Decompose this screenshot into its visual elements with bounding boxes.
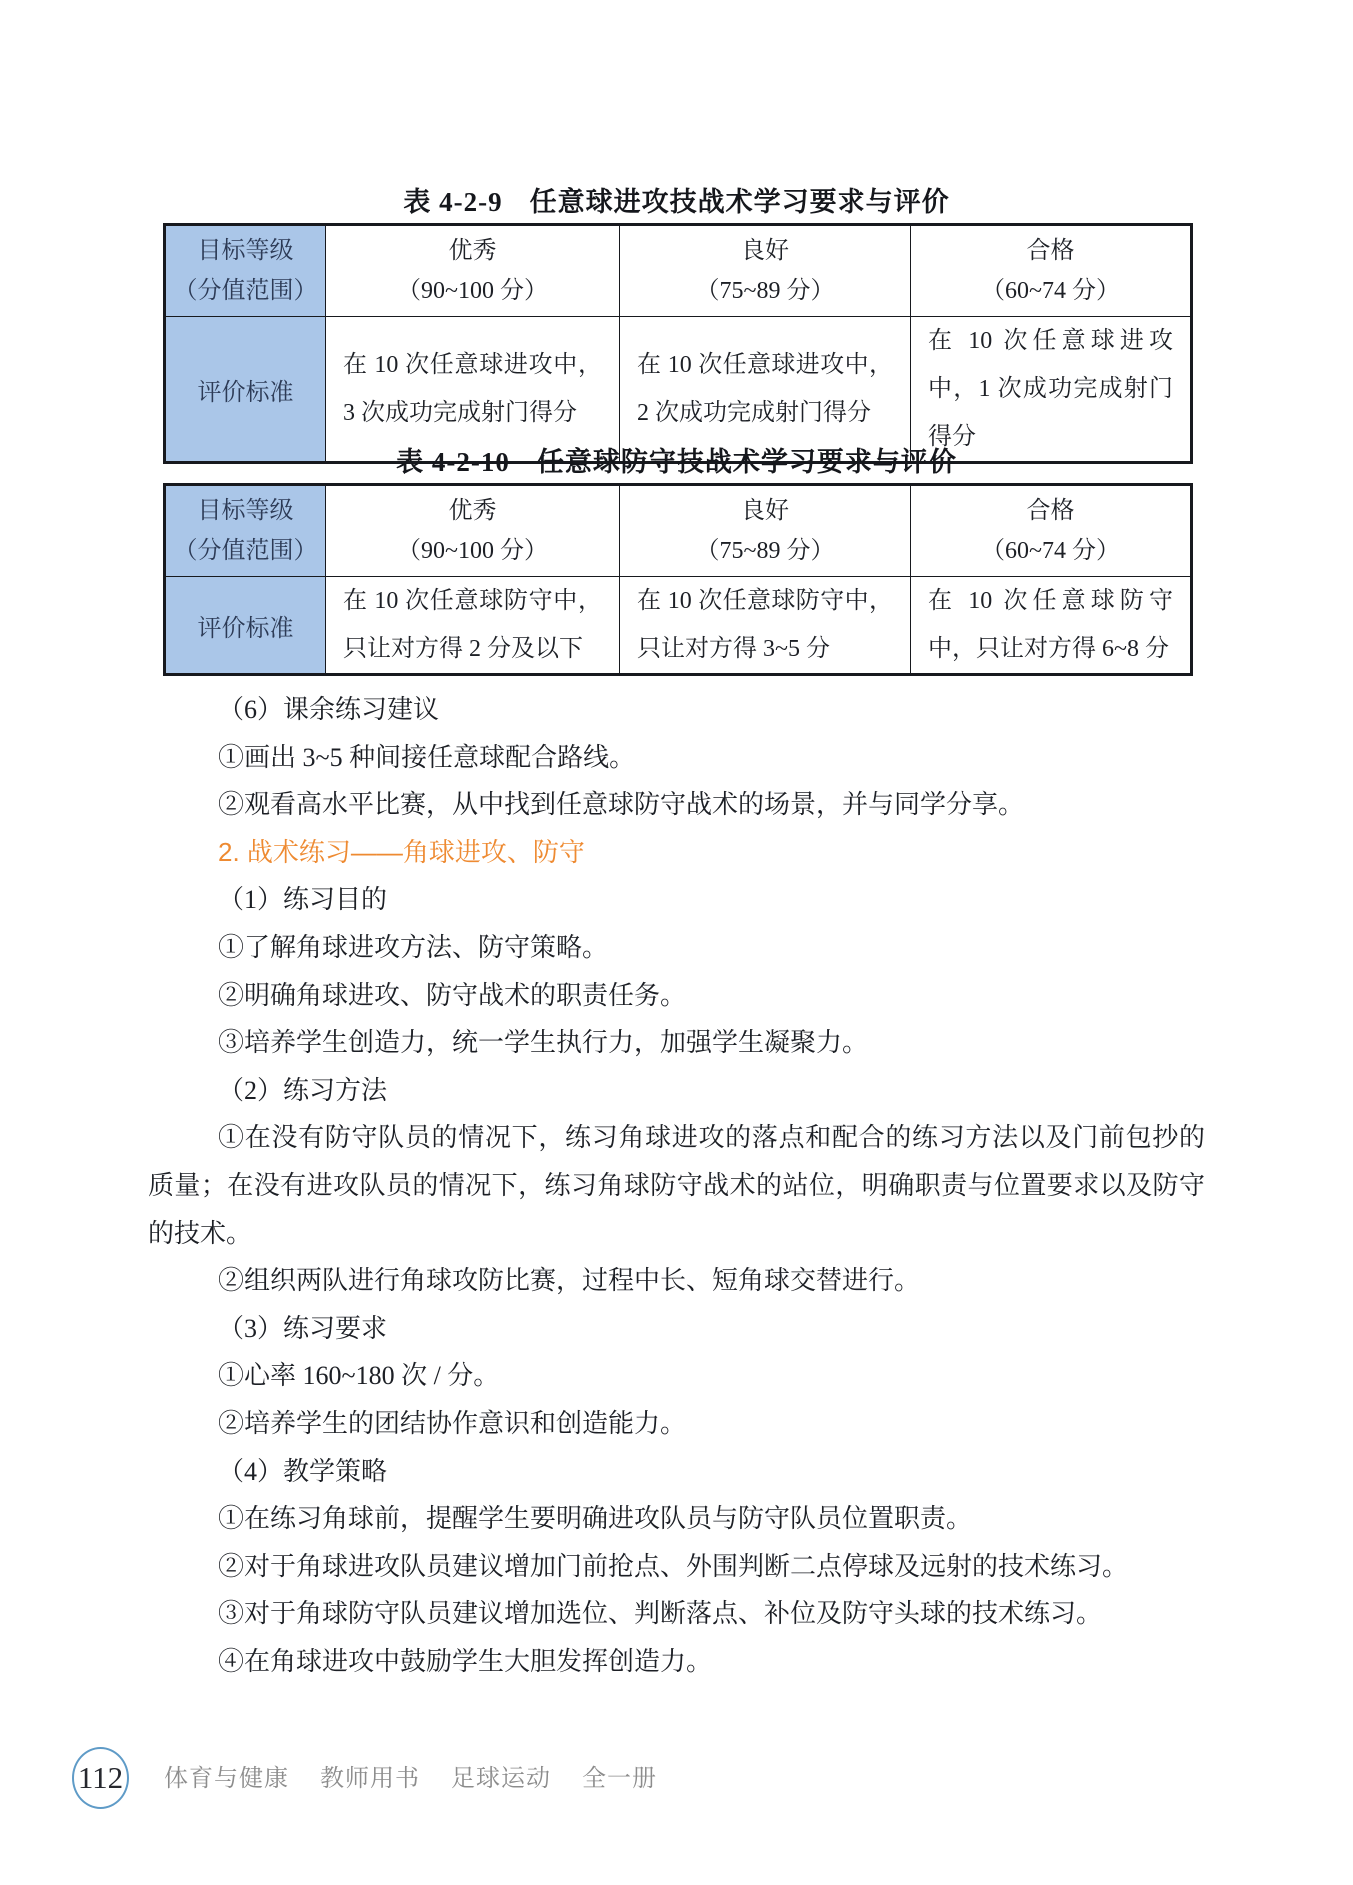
paragraph: ③培养学生创造力，统一学生执行力，加强学生凝聚力。 — [218, 1028, 869, 1058]
page-number-badge — [72, 1747, 129, 1809]
paragraph: ②组织两队进行角球攻防比赛，过程中长、短角球交替进行。 — [218, 1266, 921, 1296]
paragraph-extra-practice-heading: （6）课余练习建议 — [218, 695, 440, 724]
paragraph: ④在角球进攻中鼓励学生大胆发挥创造力。 — [218, 1646, 713, 1676]
paragraph-practice-purpose-heading: （1）练习目的 — [218, 885, 388, 915]
footer-volume: 全一册 — [582, 1765, 657, 1792]
paragraph: ②明确角球进攻、防守战术的职责任务。 — [218, 980, 687, 1010]
eval-table-free-kick-attack — [163, 223, 1193, 464]
table-caption-label: 表 4-2-9 — [403, 187, 503, 217]
level-cell-excellent — [326, 485, 620, 577]
table-caption-title: 任意球防守技战术学习要求与评价 — [536, 447, 957, 477]
paragraph: ②观看高水平比赛，从中找到任意球防守战术的场景，并与同学分享。 — [218, 790, 1025, 820]
criteria-row-label: 评价标准 — [165, 317, 326, 463]
level-cell-pass — [911, 225, 1192, 317]
paragraph: ①画出 3~5 种间接任意球配合路线。 — [218, 742, 636, 772]
table-caption-label: 表 4-2-10 — [396, 447, 510, 477]
level-name: 优秀 — [448, 238, 497, 264]
level-name: 良好 — [741, 238, 789, 264]
level-name: 合格 — [1026, 498, 1075, 524]
paragraph: ①在没有防守队员的情况下，练习角球进攻的落点和配合的练习方法以及门前包抄的质量；在没有进攻队员的情况下，练习角球防守战术的站位，明确职责与位置要求以及防守的技术。 — [148, 1123, 1205, 1248]
paragraph-teaching-strategy-heading: （4）教学策略 — [218, 1456, 388, 1486]
criteria-excellent: 在 10 次任意球进攻中，3 次成功完成射门得分 — [326, 317, 620, 463]
criteria-pass: 在 10 次任意球进攻中，1 次成功完成射门得分 — [911, 317, 1192, 463]
paragraph: ①心率 160~180 次 / 分。 — [218, 1361, 500, 1391]
row-label-line1: 目标等级 — [197, 238, 294, 264]
paragraph: ①在练习角球前，提醒学生要明确进攻队员与防守队员位置职责。 — [218, 1504, 973, 1534]
level-range: （60~74 分） — [981, 538, 1120, 564]
row-label-line2: （分值范围） — [173, 538, 318, 564]
level-range: （90~100 分） — [397, 538, 548, 564]
paragraph: ①了解角球进攻方法、防守策略。 — [218, 932, 609, 962]
level-range: （60~74 分） — [981, 278, 1120, 304]
table-caption-4-2-10 — [0, 446, 1353, 478]
body-text — [148, 686, 1205, 1685]
criteria-row-label: 评价标准 — [165, 577, 326, 675]
table-corner-cell — [165, 485, 326, 577]
level-cell-good — [620, 225, 911, 317]
subheading-tactics-corner-kick: 2. 战术练习——角球进攻、防守 — [218, 836, 585, 867]
paragraph-practice-method-heading: （2）练习方法 — [218, 1075, 388, 1105]
table-caption-title: 任意球进攻技战术学习要求与评价 — [529, 187, 950, 217]
page-number: 112 — [77, 1760, 124, 1795]
table-criteria-row — [165, 317, 1192, 463]
criteria-good: 在 10 次任意球防守中，只让对方得 3~5 分 — [620, 577, 911, 675]
paragraph: ②对于角球进攻队员建议增加门前抢点、外围判断二点停球及远射的技术练习。 — [218, 1551, 1129, 1581]
footer-book-type: 教师用书 — [320, 1765, 420, 1792]
footer-subject: 足球运动 — [451, 1765, 551, 1792]
table-corner-cell — [165, 225, 326, 317]
paragraph: ③对于角球防守队员建议增加选位、判断落点、补位及防守头球的技术练习。 — [218, 1599, 1103, 1629]
table-header-row — [165, 485, 1192, 577]
criteria-good: 在 10 次任意球进攻中，2 次成功完成射门得分 — [620, 317, 911, 463]
criteria-pass: 在 10 次任意球防守中，只让对方得 6~8 分 — [911, 577, 1192, 675]
level-name: 良好 — [741, 498, 789, 524]
footer-series: 体育与健康 — [164, 1765, 289, 1792]
paragraph-practice-requirement-heading: （3）练习要求 — [218, 1313, 388, 1343]
level-range: （75~89 分） — [695, 278, 835, 304]
row-label-line1: 目标等级 — [197, 498, 294, 524]
row-label-line2: （分值范围） — [173, 278, 318, 304]
level-range: （75~89 分） — [695, 538, 835, 564]
level-cell-pass — [911, 485, 1192, 577]
table-criteria-row — [165, 577, 1192, 675]
footer-meta — [164, 1764, 688, 1794]
level-cell-good — [620, 485, 911, 577]
level-name: 优秀 — [448, 498, 497, 524]
paragraph: ②培养学生的团结协作意识和创造能力。 — [218, 1408, 687, 1438]
eval-table-free-kick-defense — [163, 483, 1193, 676]
level-name: 合格 — [1026, 238, 1075, 264]
criteria-excellent: 在 10 次任意球防守中，只让对方得 2 分及以下 — [326, 577, 620, 675]
level-range: （90~100 分） — [397, 278, 548, 304]
table-header-row — [165, 225, 1192, 317]
table-caption-4-2-9 — [0, 186, 1353, 218]
level-cell-excellent — [326, 225, 620, 317]
